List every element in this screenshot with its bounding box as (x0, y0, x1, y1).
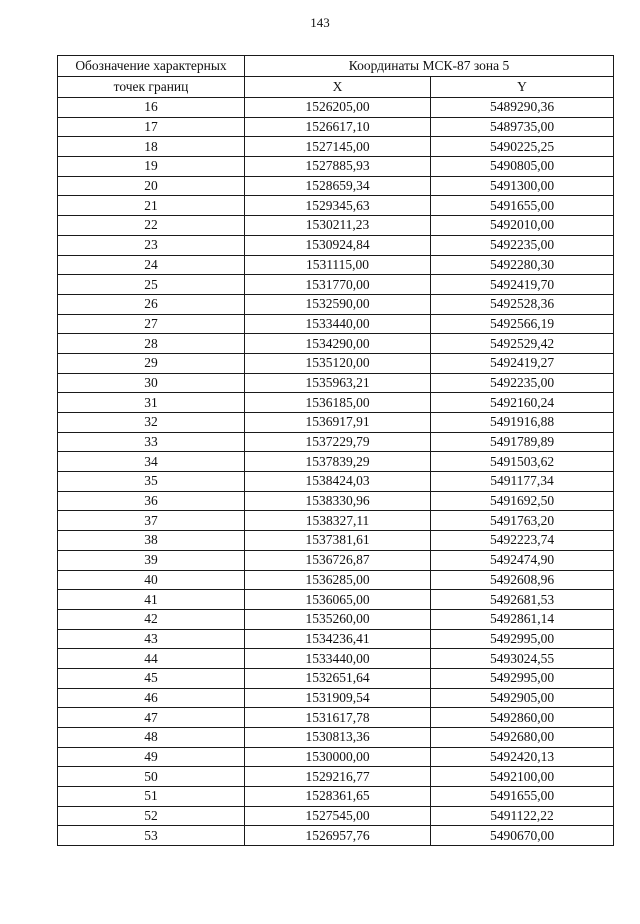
point-number-cell: 41 (58, 590, 245, 610)
point-number-cell: 32 (58, 413, 245, 433)
y-coordinate-cell: 5492860,00 (431, 708, 614, 728)
y-coordinate-cell: 5492419,70 (431, 275, 614, 295)
point-number-cell: 28 (58, 334, 245, 354)
point-number-cell: 19 (58, 157, 245, 177)
table-row (58, 472, 614, 492)
x-coordinate-cell: 1534290,00 (245, 334, 431, 354)
point-number-cell: 20 (58, 176, 245, 196)
table-row (58, 157, 614, 177)
table-row (58, 413, 614, 433)
y-coordinate-cell: 5491692,50 (431, 491, 614, 511)
x-coordinate-cell: 1535963,21 (245, 373, 431, 393)
x-coordinate-cell: 1527885,93 (245, 157, 431, 177)
point-number-cell: 53 (58, 826, 245, 846)
y-coordinate-cell: 5492905,00 (431, 688, 614, 708)
table-row (58, 216, 614, 236)
point-number-cell: 29 (58, 353, 245, 373)
x-coordinate-cell: 1538330,96 (245, 491, 431, 511)
x-coordinate-cell: 1526617,10 (245, 117, 431, 137)
y-coordinate-cell: 5492680,00 (431, 728, 614, 748)
table-row (58, 649, 614, 669)
table-row (58, 137, 614, 157)
point-number-cell: 30 (58, 373, 245, 393)
x-coordinate-cell: 1536185,00 (245, 393, 431, 413)
y-coordinate-cell: 5492420,13 (431, 747, 614, 767)
table-row (58, 767, 614, 787)
point-number-cell: 50 (58, 767, 245, 787)
y-coordinate-cell: 5492235,00 (431, 373, 614, 393)
x-column-header: X (245, 77, 431, 98)
table-row (58, 511, 614, 531)
y-coordinate-cell: 5492419,27 (431, 353, 614, 373)
y-coordinate-cell: 5492995,00 (431, 629, 614, 649)
table-row (58, 609, 614, 629)
y-coordinate-cell: 5491503,62 (431, 452, 614, 472)
x-coordinate-cell: 1529216,77 (245, 767, 431, 787)
y-coordinate-cell: 5490225,25 (431, 137, 614, 157)
x-coordinate-cell: 1528659,34 (245, 176, 431, 196)
x-coordinate-cell: 1528361,65 (245, 787, 431, 807)
point-number-cell: 35 (58, 472, 245, 492)
point-number-cell: 23 (58, 235, 245, 255)
y-coordinate-cell: 5492280,30 (431, 255, 614, 275)
y-coordinate-cell: 5491916,88 (431, 413, 614, 433)
table-row (58, 747, 614, 767)
point-number-cell: 43 (58, 629, 245, 649)
y-coordinate-cell: 5492861,14 (431, 609, 614, 629)
x-coordinate-cell: 1527145,00 (245, 137, 431, 157)
x-coordinate-cell: 1537381,61 (245, 531, 431, 551)
table-row (58, 314, 614, 334)
point-number-cell: 22 (58, 216, 245, 236)
y-coordinate-cell: 5491789,89 (431, 432, 614, 452)
x-coordinate-cell: 1535120,00 (245, 353, 431, 373)
y-coordinate-cell: 5489735,00 (431, 117, 614, 137)
x-coordinate-cell: 1531770,00 (245, 275, 431, 295)
x-coordinate-cell: 1536285,00 (245, 570, 431, 590)
table-row (58, 550, 614, 570)
x-coordinate-cell: 1535260,00 (245, 609, 431, 629)
x-coordinate-cell: 1527545,00 (245, 806, 431, 826)
coordinates-table (57, 55, 614, 846)
y-coordinate-cell: 5491122,22 (431, 806, 614, 826)
table-row (58, 708, 614, 728)
table-row (58, 688, 614, 708)
y-coordinate-cell: 5490805,00 (431, 157, 614, 177)
y-coordinate-cell: 5491177,34 (431, 472, 614, 492)
y-coordinate-cell: 5489290,36 (431, 98, 614, 118)
table-header (58, 56, 614, 98)
point-number-cell: 52 (58, 806, 245, 826)
table-row (58, 196, 614, 216)
table-row (58, 353, 614, 373)
x-coordinate-cell: 1536726,87 (245, 550, 431, 570)
table-row (58, 668, 614, 688)
y-coordinate-cell: 5491655,00 (431, 787, 614, 807)
point-number-cell: 39 (58, 550, 245, 570)
point-number-cell: 21 (58, 196, 245, 216)
coords-title: Координаты МСК-87 зона 5 (245, 56, 614, 77)
y-coordinate-cell: 5492529,42 (431, 334, 614, 354)
point-number-cell: 18 (58, 137, 245, 157)
y-coordinate-cell: 5492474,90 (431, 550, 614, 570)
x-coordinate-cell: 1530813,36 (245, 728, 431, 748)
x-coordinate-cell: 1531617,78 (245, 708, 431, 728)
x-coordinate-cell: 1532651,64 (245, 668, 431, 688)
y-coordinate-cell: 5492608,96 (431, 570, 614, 590)
x-coordinate-cell: 1536065,00 (245, 590, 431, 610)
x-coordinate-cell: 1533440,00 (245, 314, 431, 334)
table-row (58, 570, 614, 590)
table-row (58, 787, 614, 807)
point-number-cell: 38 (58, 531, 245, 551)
table-row (58, 334, 614, 354)
table-row (58, 393, 614, 413)
x-coordinate-cell: 1530000,00 (245, 747, 431, 767)
header-row-top (58, 56, 614, 77)
y-coordinate-cell: 5492010,00 (431, 216, 614, 236)
point-number-cell: 17 (58, 117, 245, 137)
table-row (58, 629, 614, 649)
y-coordinate-cell: 5492681,53 (431, 590, 614, 610)
point-label-line2: точек границ (58, 77, 245, 98)
point-number-cell: 42 (58, 609, 245, 629)
table-row (58, 235, 614, 255)
x-coordinate-cell: 1538424,03 (245, 472, 431, 492)
point-number-cell: 16 (58, 98, 245, 118)
y-coordinate-cell: 5492235,00 (431, 235, 614, 255)
y-coordinate-cell: 5492100,00 (431, 767, 614, 787)
point-number-cell: 25 (58, 275, 245, 295)
table-row (58, 294, 614, 314)
point-number-cell: 45 (58, 668, 245, 688)
point-number-cell: 46 (58, 688, 245, 708)
x-coordinate-cell: 1538327,11 (245, 511, 431, 531)
point-number-cell: 36 (58, 491, 245, 511)
table-row (58, 255, 614, 275)
y-coordinate-cell: 5492528,36 (431, 294, 614, 314)
x-coordinate-cell: 1530924,84 (245, 235, 431, 255)
table-row (58, 531, 614, 551)
point-number-cell: 24 (58, 255, 245, 275)
y-coordinate-cell: 5492223,74 (431, 531, 614, 551)
y-coordinate-cell: 5491300,00 (431, 176, 614, 196)
table-body (58, 98, 614, 846)
table-row (58, 590, 614, 610)
point-label-line1: Обозначение характерных (58, 56, 245, 77)
table-row (58, 117, 614, 137)
x-coordinate-cell: 1533440,00 (245, 649, 431, 669)
point-number-cell: 37 (58, 511, 245, 531)
table-row (58, 373, 614, 393)
table-row (58, 176, 614, 196)
y-column-header: Y (431, 77, 614, 98)
y-coordinate-cell: 5492995,00 (431, 668, 614, 688)
table-row (58, 275, 614, 295)
point-number-cell: 27 (58, 314, 245, 334)
y-coordinate-cell: 5491655,00 (431, 196, 614, 216)
point-number-cell: 34 (58, 452, 245, 472)
x-coordinate-cell: 1531909,54 (245, 688, 431, 708)
x-coordinate-cell: 1526957,76 (245, 826, 431, 846)
x-coordinate-cell: 1526205,00 (245, 98, 431, 118)
x-coordinate-cell: 1537839,29 (245, 452, 431, 472)
table-row (58, 98, 614, 118)
y-coordinate-cell: 5492566,19 (431, 314, 614, 334)
point-number-cell: 51 (58, 787, 245, 807)
table-row (58, 452, 614, 472)
y-coordinate-cell: 5492160,24 (431, 393, 614, 413)
y-coordinate-cell: 5490670,00 (431, 826, 614, 846)
point-number-cell: 40 (58, 570, 245, 590)
point-number-cell: 26 (58, 294, 245, 314)
x-coordinate-cell: 1531115,00 (245, 255, 431, 275)
point-number-cell: 48 (58, 728, 245, 748)
y-coordinate-cell: 5493024,55 (431, 649, 614, 669)
x-coordinate-cell: 1536917,91 (245, 413, 431, 433)
x-coordinate-cell: 1530211,23 (245, 216, 431, 236)
point-number-cell: 33 (58, 432, 245, 452)
x-coordinate-cell: 1532590,00 (245, 294, 431, 314)
point-number-cell: 47 (58, 708, 245, 728)
table-row (58, 432, 614, 452)
x-coordinate-cell: 1537229,79 (245, 432, 431, 452)
table-row (58, 728, 614, 748)
header-row-bottom (58, 77, 614, 98)
point-number-cell: 49 (58, 747, 245, 767)
table-row (58, 806, 614, 826)
point-number-cell: 44 (58, 649, 245, 669)
table-row (58, 491, 614, 511)
y-coordinate-cell: 5491763,20 (431, 511, 614, 531)
x-coordinate-cell: 1529345,63 (245, 196, 431, 216)
table-row (58, 826, 614, 846)
page-number: 143 (310, 15, 330, 30)
x-coordinate-cell: 1534236,41 (245, 629, 431, 649)
point-number-cell: 31 (58, 393, 245, 413)
